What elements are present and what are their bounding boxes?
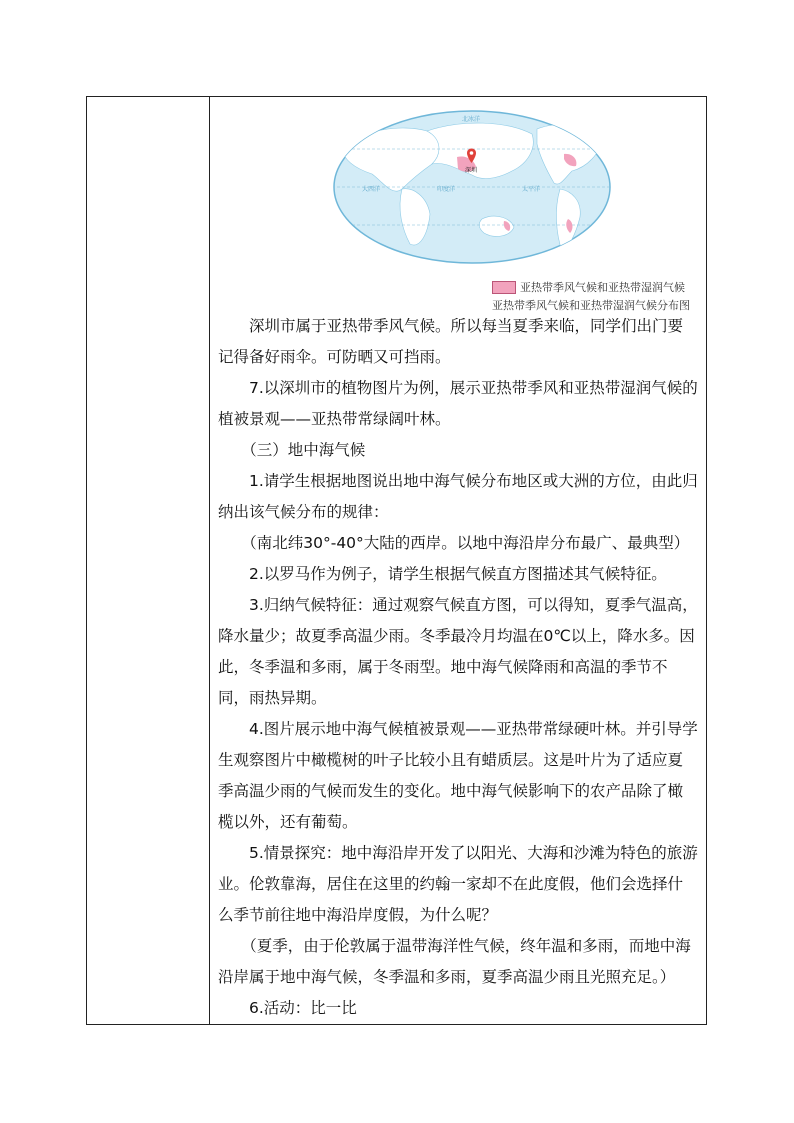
paragraph: 3.归纳气候特征：通过观察气候直方图，可以得知，夏季气温高，降水量少；故夏季高温少雨。冬季最冷月均温在0℃以上，降水多。因此，冬季温和多雨，属于冬雨型。地中海气候降雨和高温的季节不同，雨热异期。 <box>218 596 698 707</box>
map-graphic <box>332 109 612 269</box>
ocean-label-indian: 印度洋 <box>437 187 456 193</box>
city-label: 深圳 <box>465 168 478 174</box>
section-heading: （三）地中海气候 <box>241 441 366 459</box>
world-climate-map <box>332 109 690 312</box>
paragraph: 1.请学生根据地图说出地中海气候分布地区或大洲的方位，由此归纳出该气候分布的规律： <box>218 472 698 521</box>
legend-label: 亚热带季风气候和亚热带湿润气候 <box>520 281 685 294</box>
paragraph: 2.以罗马作为例子，请学生根据气候直方图描述其气候特征。 <box>249 565 667 583</box>
lesson-text <box>218 311 698 1024</box>
map-legend <box>492 280 702 313</box>
lesson-table <box>86 96 707 1025</box>
legend-swatch <box>492 281 516 294</box>
paragraph: （南北纬30°-40°大陆的西岸。以地中海沿岸分布最广、最典型） <box>241 534 690 552</box>
paragraph: （夏季，由于伦敦属于温带海洋性气候，终年温和多雨，而地中海沿岸属于地中海气候，冬季温和多雨，夏季高温少雨且光照充足。） <box>218 937 691 986</box>
paragraph: 5.情景探究：地中海沿岸开发了以阳光、大海和沙滩为特色的旅游业。伦敦靠海，居住在这里的约翰一家却不在此度假，他们会选择什么季节前往地中海沿岸度假，为什么呢？ <box>218 844 698 924</box>
paragraph: 6.活动：比一比 <box>249 999 357 1017</box>
ocean-label-pacific: 太平洋 <box>522 187 541 193</box>
paragraph: 7.以深圳市的植物图片为例，展示亚热带季风和亚热带湿润气候的植被景观——亚热带常绿阔叶林。 <box>218 379 698 428</box>
paragraph: 4.图片展示地中海气候植被景观——亚热带常绿硬叶林。并引导学生观察图片中橄榄树的叶子比较小且有蜡质层。这是叶片为了适应夏季高温少雨的气候而发生的变化。地中海气候影响下的农产品除了橄榄以外，还有葡萄。 <box>218 720 698 831</box>
ocean-label-arctic: 北冰洋 <box>462 117 481 123</box>
map-caption: 亚热带季风气候和亚热带湿润气候分布图 <box>492 299 690 312</box>
content-cell <box>210 97 706 1024</box>
paragraph: 深圳市属于亚热带季风气候。所以每当夏季来临，同学们出门要记得备好雨伞。可防晒又可挡雨。 <box>218 317 684 366</box>
ocean-label-atlantic: 大西洋 <box>362 187 381 193</box>
